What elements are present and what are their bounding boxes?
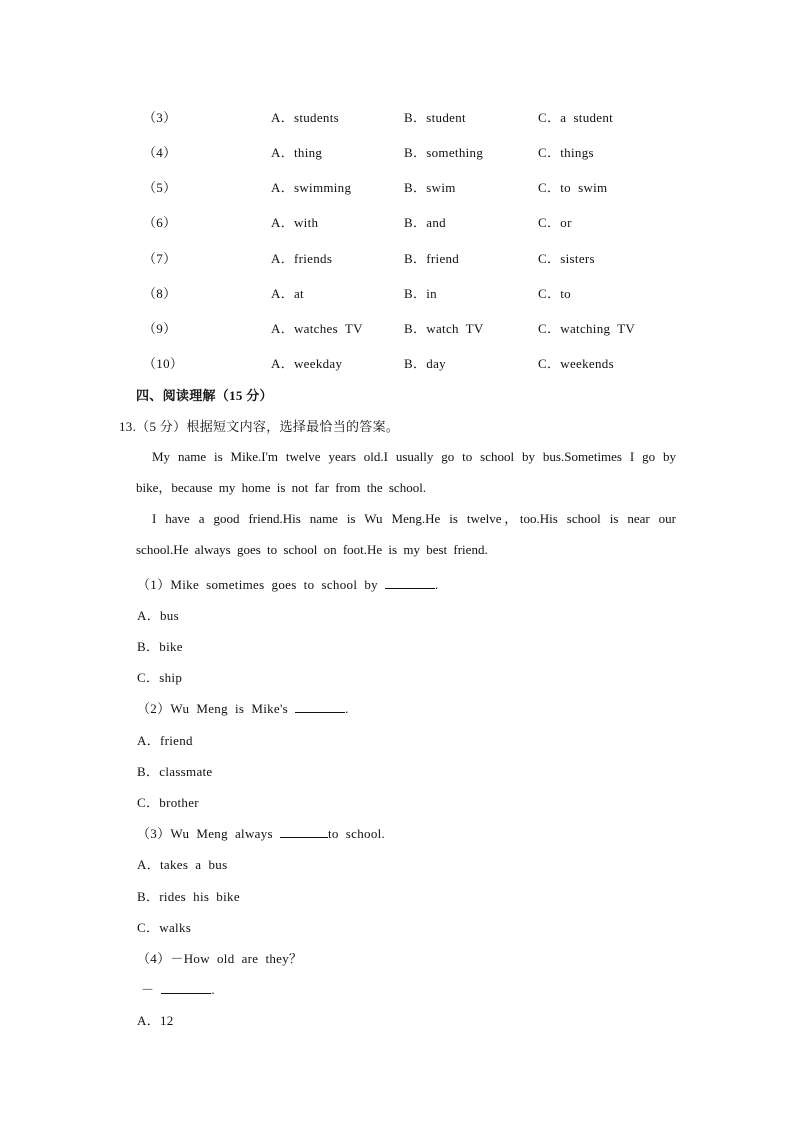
option-number: （8） [143,286,177,301]
passage-paragraph-2 [136,503,676,565]
option-a: A．with [271,215,319,230]
section-title: 四、阅读理解（15 分） [136,388,273,403]
question-1-option-c: C．ship [137,670,183,685]
option-number: （5） [143,180,177,195]
option-b: B．in [404,286,437,301]
question-4-stem: （4）－How old are they？ [137,951,303,966]
question-1-stem [137,574,439,593]
question-4-answer-line [141,979,215,998]
option-a: A．watches TV [271,321,363,336]
period: . [345,701,349,716]
question-1-option-a: A．bus [137,608,179,623]
option-row [0,107,794,127]
option-c: C．things [538,145,594,160]
option-c: C．a student [538,110,614,125]
option-a: A．students [271,110,339,125]
question-1-option-b: B．bike [137,639,183,654]
option-row [0,353,794,373]
option-a: A．thing [271,145,323,160]
question-2-text: （2）Wu Meng is Mike's [137,701,292,716]
question-2-option-b: B．classmate [137,764,213,779]
period: . [211,982,215,997]
option-c: C．watching TV [538,321,636,336]
option-c: C．weekends [538,356,614,371]
answer-blank [385,576,435,589]
option-c: C．to swim [538,180,608,195]
option-b: B．day [404,356,446,371]
answer-blank [295,700,345,713]
question-2-stem [137,698,349,717]
question-3-option-c: C．walks [137,920,192,935]
option-b: B．swim [404,180,456,195]
option-number: （10） [143,356,184,371]
option-row [0,318,794,338]
passage-text-1: My name is Mike.I'm twelve years old.I usually go to school by bus.Sometimes I go by bike，because my home is not far from the school. [136,449,676,495]
option-c: C．or [538,215,572,230]
question-3-option-b: B．rides his bike [137,889,240,904]
option-number: （7） [143,251,177,266]
option-number: （9） [143,321,177,336]
question-4-option-a: A．12 [137,1013,174,1028]
answer-blank [161,981,211,994]
question-3-text-after: to school. [328,826,386,841]
question-2-option-c: C．brother [137,795,199,810]
option-a: A．friends [271,251,333,266]
question-2-option-a: A．friend [137,733,193,748]
question-3-text: （3）Wu Meng always [137,826,277,841]
option-row [0,248,794,268]
question-1-text: （1）Mike sometimes goes to school by [137,577,382,592]
option-row [0,283,794,303]
option-c: C．to [538,286,571,301]
answer-blank [280,825,328,838]
period: . [435,577,439,592]
option-b: B．student [404,110,466,125]
dash: － [141,982,155,997]
option-row [0,177,794,197]
question-3-stem [137,823,385,842]
option-row [0,212,794,232]
option-b: B．watch TV [404,321,484,336]
option-a: A．at [271,286,304,301]
option-a: A．swimming [271,180,352,195]
option-row [0,142,794,162]
option-c: C．sisters [538,251,595,266]
option-number: （3） [143,110,177,125]
passage-paragraph-1 [136,441,676,503]
passage-text-2: I have a good friend.His name is Wu Meng.He is twelve，too.His school is near our school.He always goes to school on foot.He is my best friend. [136,511,676,557]
option-number: （4） [143,145,177,160]
option-b: B．something [404,145,484,160]
question-3-option-a: A．takes a bus [137,857,228,872]
option-b: B．and [404,215,446,230]
option-a: A．weekday [271,356,343,371]
question-13-header: 13.（5 分）根据短文内容，选择最恰当的答案。 [119,419,400,434]
option-b: B．friend [404,251,460,266]
option-number: （6） [143,215,177,230]
